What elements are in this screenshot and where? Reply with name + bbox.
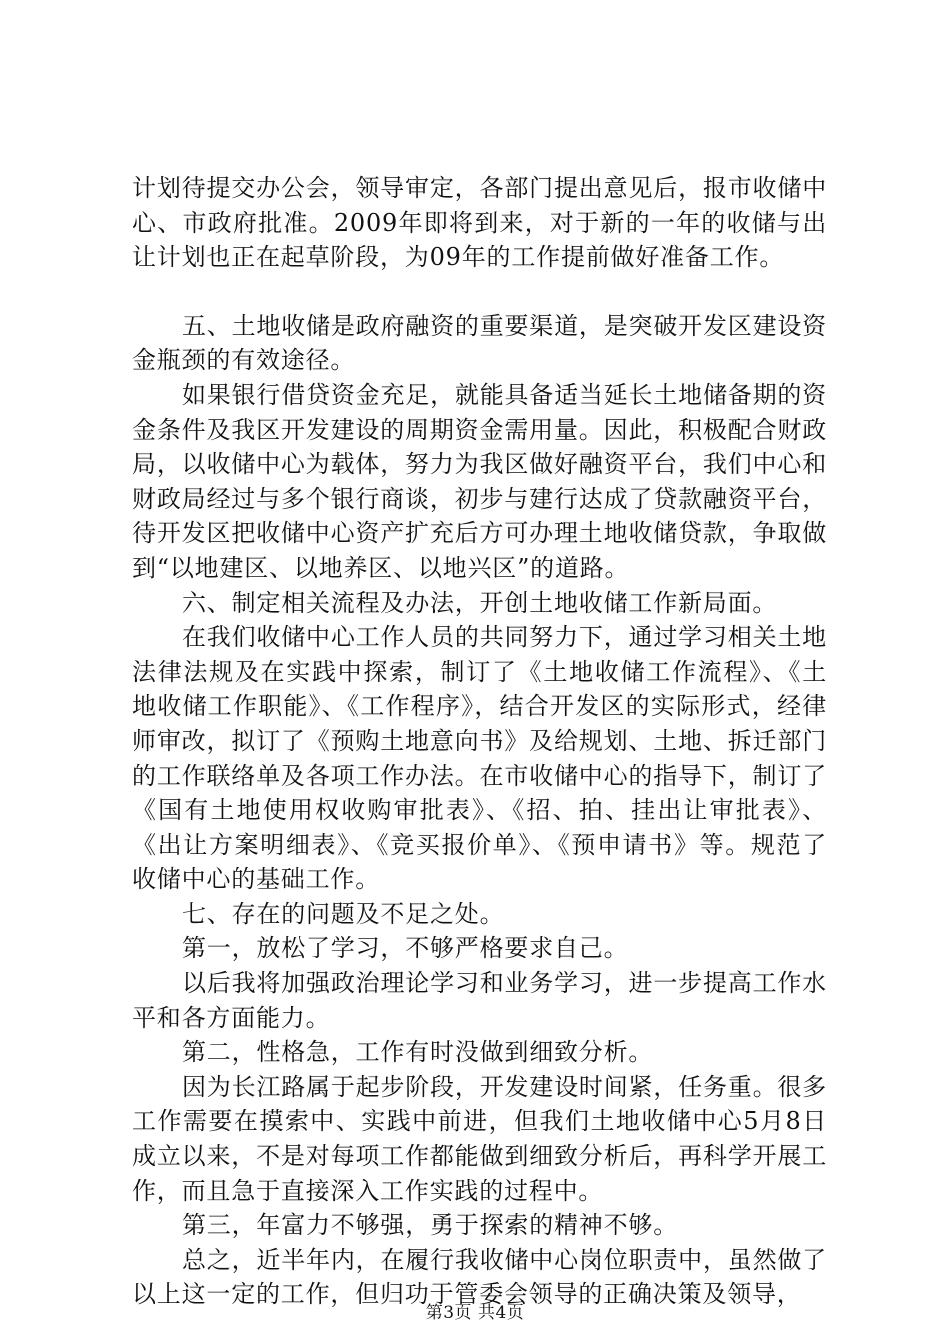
paragraph: 计划待提交办公会，领导审定，各部门提出意见后，报市收储中心、市政府批准。2009年即将到来，对于新的一年的收储与出让计划也正在起草阶段，为09年的工作提前做好准备工作。 — [132, 174, 827, 272]
document-body — [132, 171, 827, 1312]
paragraph-heading: 七、存在的问题及不足之处。 — [182, 899, 505, 928]
paragraph: 因为长江路属于起步阶段，开发建设时间紧，任务重。很多工作需要在摸索中、实践中前进，但我们土地收储中心5月8日成立以来，不是对每项工作都能做到细致分析后，再科学开展工作，而且急于直接深入工作实践的过程中。 — [132, 1072, 827, 1205]
page-number: 第3页 共4页 — [425, 1303, 525, 1323]
page-footer — [0, 1298, 950, 1323]
paragraph: 在我们收储中心工作人员的共同努力下，通过学习相关土地法律法规及在实践中探索，制订了《土地收储工作流程》、《土地收储工作职能》、《工作程序》，结合开发区的实际形式，经律师审改，拟订了《预购土地意向书》及给规划、土地、拆迁部门的工作联络单及各项工作办法。在市收储中心的指导下，制订了《国有土地使用权收购审批表》、《招、拍、挂出让审批表》、《出让方案明细表》、《竞买报价单》、《预申请书》等。规范了收储中心的基础工作。 — [132, 623, 827, 894]
paragraph-heading: 五、土地收储是政府融资的重要渠道，是突破开发区建设资金瓶颈的有效途径。 — [132, 311, 827, 375]
paragraph: 第三，年富力不够强，勇于探索的精神不够。 — [182, 1211, 678, 1240]
paragraph: 如果银行借贷资金充足，就能具备适当延长土地储备期的资金条件及我区开发建设的周期资金需用量。因此，积极配合财政局，以收储中心为载体，努力为我区做好融资平台，我们中心和财政局经过与多个银行商谈，初步与建行达成了贷款融资平台，待开发区把收储中心资产扩充后方可办理土地收储贷款，争取做到“以地建区、以地养区、以地兴区”的道路。 — [132, 380, 827, 582]
paragraph: 以后我将加强政治理论学习和业务学习，进一步提高工作水平和各方面能力。 — [132, 969, 827, 1032]
paragraph-heading: 六、制定相关流程及办法，开创土地收储工作新局面。 — [182, 588, 778, 617]
paragraph: 总之，近半年内，在履行我收储中心岗位职责中，虽然做了以上这一定的工作，但归功于管委会领导的正确决策及领导， — [132, 1245, 827, 1309]
paragraph: 第二，性格急，工作有时没做到细致分析。 — [182, 1038, 654, 1067]
paragraph: 第一，放松了学习，不够严格要求自己。 — [182, 934, 629, 963]
